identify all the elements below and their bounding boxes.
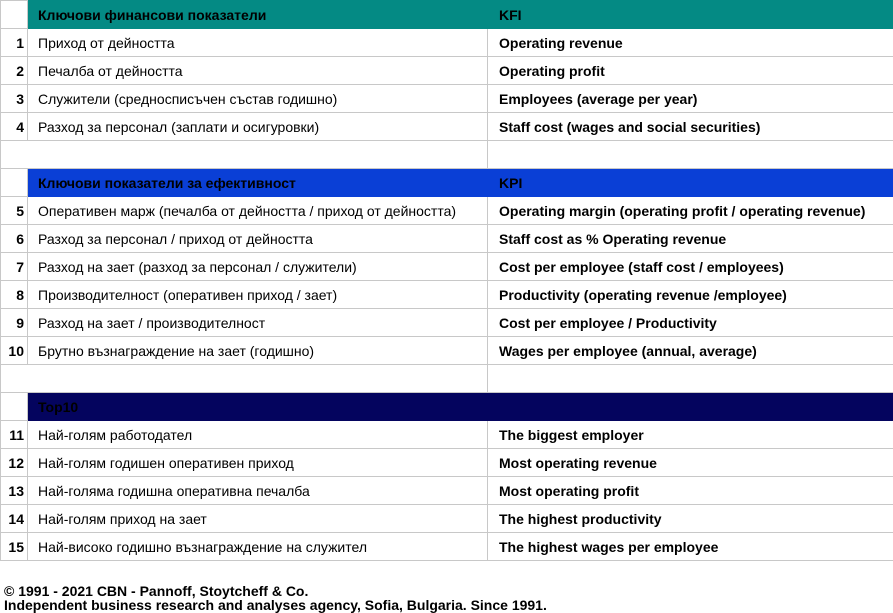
row-number: 6: [1, 225, 28, 253]
indicator-row: [1, 197, 893, 225]
indicator-row: [1, 477, 893, 505]
indicator-en: Employees (average per year): [488, 85, 893, 113]
row-number: 8: [1, 281, 28, 309]
row-number: 4: [1, 113, 28, 141]
indicator-row: [1, 57, 893, 85]
indicator-en: Operating profit: [488, 57, 893, 85]
indicator-bg: Разход на зает / производителност: [28, 309, 488, 337]
indicator-row: [1, 337, 893, 365]
indicator-bg: Печалба от дейността: [28, 57, 488, 85]
indicator-row: [1, 29, 893, 57]
row-number: 2: [1, 57, 28, 85]
indicator-row: [1, 533, 893, 561]
indicator-en: The biggest employer: [488, 421, 893, 449]
indicator-bg: Най-голям работодател: [28, 421, 488, 449]
indicator-row: [1, 505, 893, 533]
spacer-row: [1, 141, 893, 169]
section-title-bg: Ключови показатели за ефективност: [28, 169, 488, 197]
indicator-bg: Производителност (оперативен приход / зает): [28, 281, 488, 309]
section-title-bg: Ключови финансови показатели: [28, 1, 488, 29]
section-title-en: [488, 393, 893, 421]
indicator-row: [1, 449, 893, 477]
indicator-en: The highest productivity: [488, 505, 893, 533]
section-header-row: [1, 393, 893, 421]
footer-agency: Independent business research and analyses agency, Sofia, Bulgaria. Since 1991.: [4, 597, 547, 613]
row-number: 3: [1, 85, 28, 113]
table-body: [1, 1, 893, 561]
section-header-blank: [1, 393, 28, 421]
indicator-bg: Най-голям годишен оперативен приход: [28, 449, 488, 477]
section-header-blank: [1, 1, 28, 29]
spacer-cell: [1, 141, 488, 169]
indicator-row: [1, 225, 893, 253]
row-number: 5: [1, 197, 28, 225]
indicator-en: Productivity (operating revenue /employee): [488, 281, 893, 309]
spacer-cell: [488, 365, 893, 393]
indicator-bg: Брутно възнаграждение на зает (годишно): [28, 337, 488, 365]
indicator-bg: Оперативен марж (печалба от дейността / приход от дейността): [28, 197, 488, 225]
row-number: 9: [1, 309, 28, 337]
indicator-bg: Разход за персонал (заплати и осигуровки): [28, 113, 488, 141]
indicator-en: Most operating revenue: [488, 449, 893, 477]
row-number: 15: [1, 533, 28, 561]
row-number: 10: [1, 337, 28, 365]
indicator-en: Most operating profit: [488, 477, 893, 505]
row-number: 1: [1, 29, 28, 57]
row-number: 13: [1, 477, 28, 505]
spacer-cell: [1, 365, 488, 393]
row-number: 12: [1, 449, 28, 477]
indicator-en: Staff cost (wages and social securities): [488, 113, 893, 141]
section-title-en: KFI: [488, 1, 893, 29]
indicator-row: [1, 309, 893, 337]
indicator-en: Cost per employee / Productivity: [488, 309, 893, 337]
indicator-bg: Разход на зает (разход за персонал / служители): [28, 253, 488, 281]
indicator-bg: Най-голям приход на зает: [28, 505, 488, 533]
footer-copyright: © 1991 - 2021 CBN - Pannoff, Stoytcheff & Co.: [4, 583, 308, 599]
indicator-row: [1, 253, 893, 281]
indicator-bg: Най-високо годишно възнаграждение на служител: [28, 533, 488, 561]
indicator-en: Staff cost as % Operating revenue: [488, 225, 893, 253]
section-header-row: [1, 1, 893, 29]
indicator-bg: Служители (средносписъчен състав годишно): [28, 85, 488, 113]
row-number: 14: [1, 505, 28, 533]
indicator-en: Cost per employee (staff cost / employees): [488, 253, 893, 281]
indicator-bg: Разход за персонал / приход от дейността: [28, 225, 488, 253]
section-header-blank: [1, 169, 28, 197]
section-header-row: [1, 169, 893, 197]
section-title-en: KPI: [488, 169, 893, 197]
indicator-en: Wages per employee (annual, average): [488, 337, 893, 365]
indicator-row: [1, 85, 893, 113]
indicator-en: Operating margin (operating profit / operating revenue): [488, 197, 893, 225]
row-number: 11: [1, 421, 28, 449]
indicator-bg: Най-голяма годишна оперативна печалба: [28, 477, 488, 505]
indicator-en: Operating revenue: [488, 29, 893, 57]
indicator-row: [1, 421, 893, 449]
row-number: 7: [1, 253, 28, 281]
section-title-bg: Top10: [28, 393, 488, 421]
indicator-bg: Приход от дейността: [28, 29, 488, 57]
spacer-row: [1, 365, 893, 393]
indicator-en: The highest wages per employee: [488, 533, 893, 561]
indicator-row: [1, 281, 893, 309]
indicator-row: [1, 113, 893, 141]
spacer-cell: [488, 141, 893, 169]
